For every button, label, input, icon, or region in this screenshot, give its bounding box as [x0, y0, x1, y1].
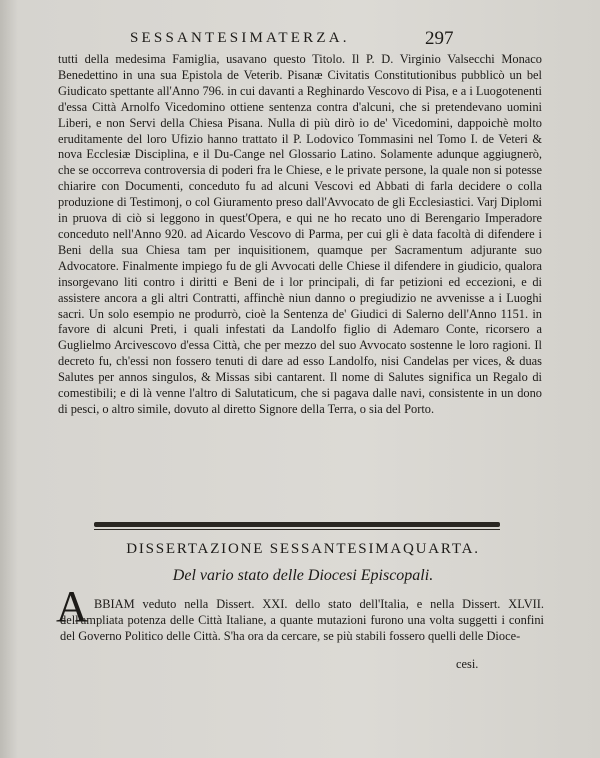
catchword: cesi.	[456, 657, 479, 671]
running-title: SESSANTESIMATERZA.	[130, 30, 350, 46]
drop-cap: A	[56, 582, 88, 631]
body-text	[58, 52, 542, 418]
section-divider-thick	[94, 522, 500, 527]
dissertation-opening: BBIAM veduto nella Dissert. XXI. dello stato dell'Italia, e nella Dissert. XLVII. dell'ampliata potenza delle Città Italiane, a quante mutazioni furono una volta suggetti i confini del Governo Politico delle Città. S'ha ora da cercare, se più stabili fossero quelli delle Dioce-	[60, 597, 544, 643]
dissertation-title: DISSERTAZIONE SESSANTESIMAQUARTA.	[126, 541, 480, 557]
body-paragraph: tutti della medesima Famiglia, usavano questo Titolo. Il P. D. Virginio Valsecchi Monaco Benedettino in una sua Epistola de Veterib. Pisanæ Civitatis Constitutionibus pubblicò un bel Giudicato spettante all'Anno 796. in cui davanti a Reghinardo Vescovo di Pisa, e a i Luogotenenti d'essa Città Arnolfo Vicedomino ottiene sentenza contra d'alcuni, che si pretendevano uomini Liberi, e non Servi della Chiesa Pisana. Nulla di più dirò io de' Vicedomini, dappoichè molto eruditamente del loro Ufizio hanno trattato il P. Lodovico Tommasini nel Tomo I. de Veteri & nova Ecclesiæ Disciplina, e il Du-Cange nel Glossario Latino. Solamente adunque aggiugnerò, che se occorreva controversia di poderi fra le Chiese, e le private persone, la quale non si potesse chiarire con Documenti, conceduto fu ad alcuni Vescovi ed Abbati di farla decidere o colla produzione di Testimonj, o col Giuramento preso dall'Avvocato de gli Ecclesiastici. Varj Diplomi in pruova di ciò si leggono in quest'Opera, e qui ne ho recato uno di Berengario Imperadore conceduto nell'Anno 920. ad Aicardo Vescovo di Parma, per cui gli è data facoltà di difendere i Beni della sua Chiesa tam per inquisitionem, quamque per Sacramentum adjurante suo Advocatore. Finalmente impiego fu de gli Avvocati delle Chiese il difendere in giudicio, qualora insorgevano liti contro i diritti e Beni de i lor principali, di far petizioni ed eccezioni, e di assistere ancora a gli altri Contratti, affinchè niun danno o pregiudizio ne avvenisse a i Luoghi sacri. Un solo esempio ne produrrò, cioè la Sentenza de' Giudici di Salerno dell'Anno 1151. in favore di alcuni Preti, i quali infestati da Landolfo figlio di Ademaro Conte, ricorsero a Guglielmo Arcivescovo d'essa Città, che per mezzo del suo Avvocato sostenne le loro ragioni. Il decreto fu, ch'essi non fossero tenuti di dare ad esso Landolfo, nisi Candelas per vices, & duas Salutes per annos singulos, & Missas sibi cantarent. Il nome di Salutes significa un Regalo di comestibili; e di là venne l'altro di Salutaticum, che si pagava dalle navi, consistente in un dono di pesci, o altro simile, dovuto al diretto Signore della Terra, o sia del Porto.	[58, 52, 542, 416]
section-divider-thin	[94, 529, 500, 530]
page-number: 297	[425, 28, 454, 49]
dissertation-subtitle: Del vario stato delle Diocesi Episcopali.	[172, 567, 434, 584]
